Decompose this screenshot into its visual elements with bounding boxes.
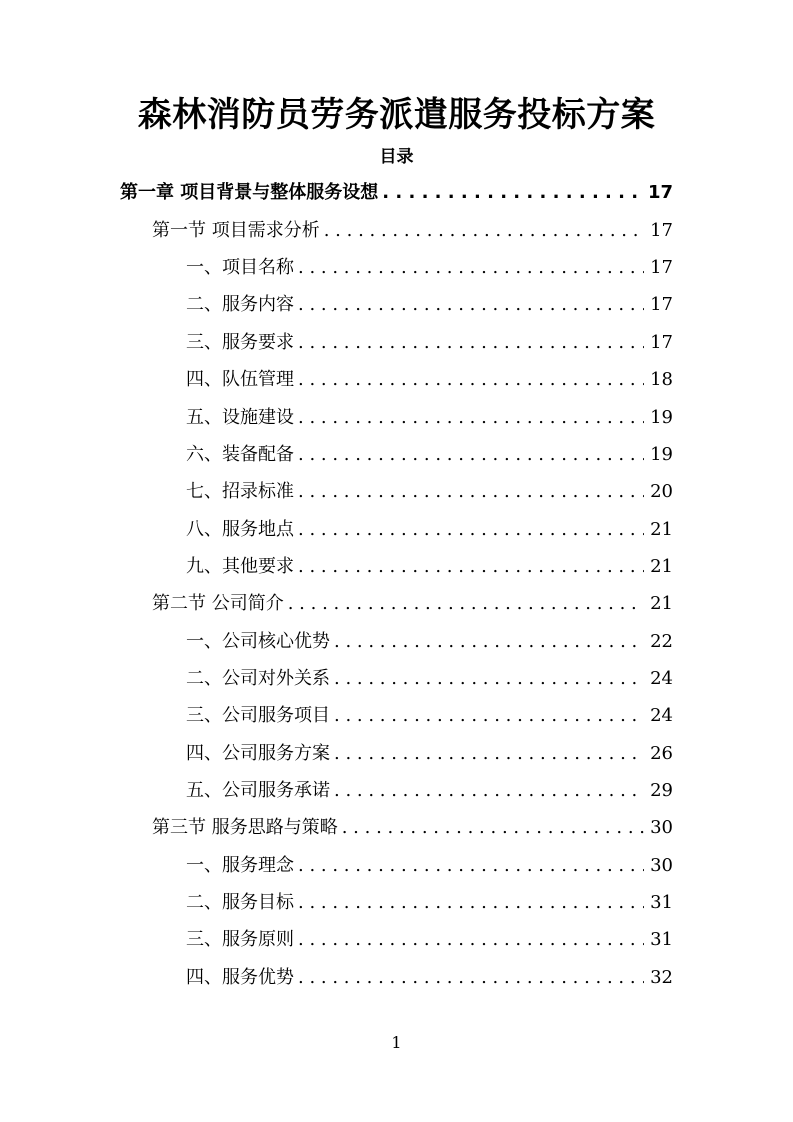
toc-entry-label: 第三节 服务思路与策略 (152, 817, 338, 838)
toc-entry-label: 一、服务理念 (186, 855, 294, 876)
toc-entry-page: 17 (647, 182, 673, 203)
toc-dot-leader (342, 814, 644, 842)
toc-entry-label: 三、服务原则 (186, 929, 294, 950)
toc-entry[interactable] (152, 814, 673, 842)
toc-dot-leader (298, 291, 644, 319)
toc-entry-page: 21 (650, 519, 673, 540)
toc-entry-page: 20 (650, 481, 673, 502)
toc-entry[interactable] (120, 179, 673, 207)
toc-dot-leader (298, 516, 644, 544)
toc-entry-label: 第一章 项目背景与整体服务设想 (120, 182, 379, 203)
toc-entry[interactable] (186, 964, 673, 992)
toc-entry[interactable] (186, 665, 673, 693)
toc-entry[interactable] (186, 404, 673, 432)
toc-entry-page: 31 (650, 929, 673, 950)
toc-entry-label: 第二节 公司简介 (152, 593, 284, 614)
toc-entry[interactable] (186, 478, 673, 506)
toc-entry-page: 17 (650, 332, 673, 353)
toc-entry-page: 21 (650, 593, 673, 614)
toc-entry-label: 二、服务目标 (186, 892, 294, 913)
toc-entry-label: 二、公司对外关系 (186, 668, 330, 689)
toc-entry[interactable] (152, 590, 673, 618)
toc-entry-page: 17 (650, 257, 673, 278)
toc-entry-page: 30 (650, 855, 673, 876)
toc-entry-page: 21 (650, 556, 673, 577)
toc-entry-label: 一、项目名称 (186, 257, 294, 278)
toc-entry-label: 第一节 项目需求分析 (152, 220, 320, 241)
toc-entry-page: 32 (650, 967, 673, 988)
toc-entry-page: 19 (650, 444, 673, 465)
toc-entry-label: 三、服务要求 (186, 332, 294, 353)
toc-entry-label: 八、服务地点 (186, 519, 294, 540)
toc-entry-page: 17 (650, 220, 673, 241)
toc-entry-label: 九、其他要求 (186, 556, 294, 577)
toc-entry-page: 30 (650, 817, 673, 838)
toc-entry[interactable] (186, 329, 673, 357)
toc-entry-label: 五、公司服务承诺 (186, 780, 330, 801)
toc-entry[interactable] (186, 852, 673, 880)
toc-entry-page: 29 (650, 780, 673, 801)
toc-dot-leader (298, 926, 644, 954)
toc-entry-page: 31 (650, 892, 673, 913)
toc-entry[interactable] (186, 926, 673, 954)
toc-dot-leader (298, 964, 644, 992)
toc-dot-leader (298, 852, 644, 880)
toc-entry-label: 六、装备配备 (186, 444, 294, 465)
toc-entry-label: 二、服务内容 (186, 294, 294, 315)
toc-entry-page: 19 (650, 407, 673, 428)
toc-entry[interactable] (186, 291, 673, 319)
toc-dot-leader (334, 702, 644, 730)
toc-dot-leader (298, 329, 644, 357)
toc-dot-leader (298, 889, 644, 917)
toc-dot-leader (334, 665, 644, 693)
toc-entry-label: 四、服务优势 (186, 967, 294, 988)
toc-entry[interactable] (186, 441, 673, 469)
toc-entry[interactable] (186, 254, 673, 282)
toc-entry[interactable] (186, 702, 673, 730)
toc-dot-leader (298, 478, 644, 506)
toc-entry-page: 22 (650, 631, 673, 652)
document-title: 森林消防员劳务派遣服务投标方案 (137, 95, 656, 135)
toc-entry-page: 18 (650, 369, 673, 390)
toc-dot-leader (382, 179, 642, 207)
toc-dot-leader (334, 777, 644, 805)
toc-entry-label: 一、公司核心优势 (186, 631, 330, 652)
toc-dot-leader (298, 404, 644, 432)
toc-entry-label: 五、设施建设 (186, 407, 294, 428)
toc-entry-label: 四、公司服务方案 (186, 743, 330, 764)
toc-entry-label: 四、队伍管理 (186, 369, 294, 390)
toc-dot-leader (298, 366, 644, 394)
toc-dot-leader (334, 740, 644, 768)
toc-heading: 目录 (379, 147, 414, 167)
toc-entry-page: 17 (650, 294, 673, 315)
toc-dot-leader (298, 441, 644, 469)
toc-dot-leader (324, 217, 644, 245)
toc-dot-leader (298, 254, 644, 282)
toc-entry[interactable] (186, 628, 673, 656)
toc-entry[interactable] (186, 366, 673, 394)
toc-dot-leader (298, 553, 644, 581)
toc-entry-page: 24 (650, 705, 673, 726)
toc-entry[interactable] (186, 777, 673, 805)
toc-dot-leader (288, 590, 644, 618)
page-number: 1 (391, 1033, 402, 1052)
toc-entry-label: 三、公司服务项目 (186, 705, 330, 726)
toc-entry-label: 七、招录标准 (186, 481, 294, 502)
toc-entry[interactable] (186, 553, 673, 581)
toc-dot-leader (334, 628, 644, 656)
toc-entry[interactable] (186, 740, 673, 768)
toc-entry[interactable] (152, 217, 673, 245)
toc-entry[interactable] (186, 516, 673, 544)
toc-entry[interactable] (186, 889, 673, 917)
toc-entry-page: 24 (650, 668, 673, 689)
toc-entry-page: 26 (650, 743, 673, 764)
